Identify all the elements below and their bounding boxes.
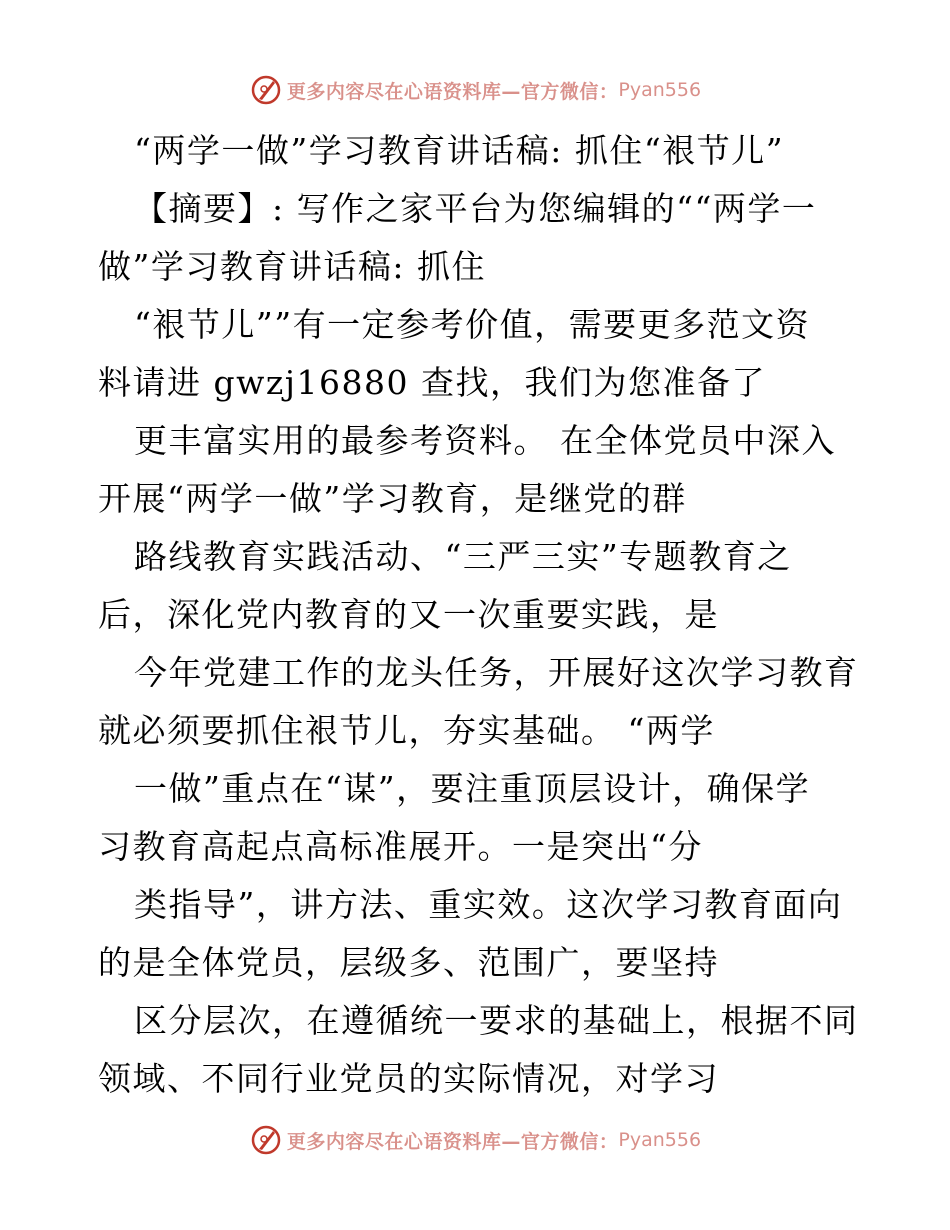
text-line: 开展“两学一做”学习教育，是继党的群: [98, 479, 687, 518]
header-watermark-banner: [0, 70, 950, 110]
text-line: 领域、不同行业党员的实际情况，对学习: [98, 1059, 719, 1098]
quill-logo-icon: [249, 1123, 283, 1157]
footer-watermark-banner: [0, 1120, 950, 1160]
text-line: 一做”重点在“谋”，要注重顶层设计，确保学: [134, 769, 811, 808]
text-line: 区分层次，在遵循统一要求的基础上，根据不同: [134, 1001, 858, 1040]
text-line: “两学一做”学习教育讲话稿: 抓住“裉节儿”: [134, 131, 785, 170]
document-body: [98, 122, 858, 1108]
watermark-contact: Pyan556: [618, 1129, 702, 1151]
quill-logo-icon: [249, 73, 283, 107]
text-line: 料请进 gwzj16880 查找，我们为您准备了: [98, 363, 766, 402]
text-line: 今年党建工作的龙头任务，开展好这次学习教育: [134, 653, 858, 692]
watermark-contact: Pyan556: [618, 79, 702, 101]
watermark-text: 更多内容尽在心语资料库—官方微信：: [286, 80, 619, 103]
text-line: 后，深化党内教育的又一次重要实践，是: [98, 595, 719, 634]
text-line: 习教育高起点高标准展开。一是突出“分: [98, 827, 703, 866]
text-line: 更丰富实用的最参考资料。 在全体党员中深入: [134, 421, 836, 460]
text-line: 类指导”，讲方法、重实效。这次学习教育面向: [134, 885, 843, 924]
text-line: 【摘要】: 写作之家平台为您编辑的““两学一: [134, 189, 817, 228]
text-line: 路线教育实践活动、“三严三实”专题教育之: [134, 537, 792, 576]
text-line: “裉节儿””有一定参考价值，需要更多范文资: [134, 305, 811, 344]
text-line: 的是全体党员，层级多、范围广，要坚持: [98, 943, 719, 982]
text-line: 做”学习教育讲话稿: 抓住: [98, 247, 486, 286]
watermark-text: 更多内容尽在心语资料库—官方微信：: [286, 1130, 619, 1153]
text-line: 就必须要抓住裉节儿，夯实基础。 “两学: [98, 711, 715, 750]
